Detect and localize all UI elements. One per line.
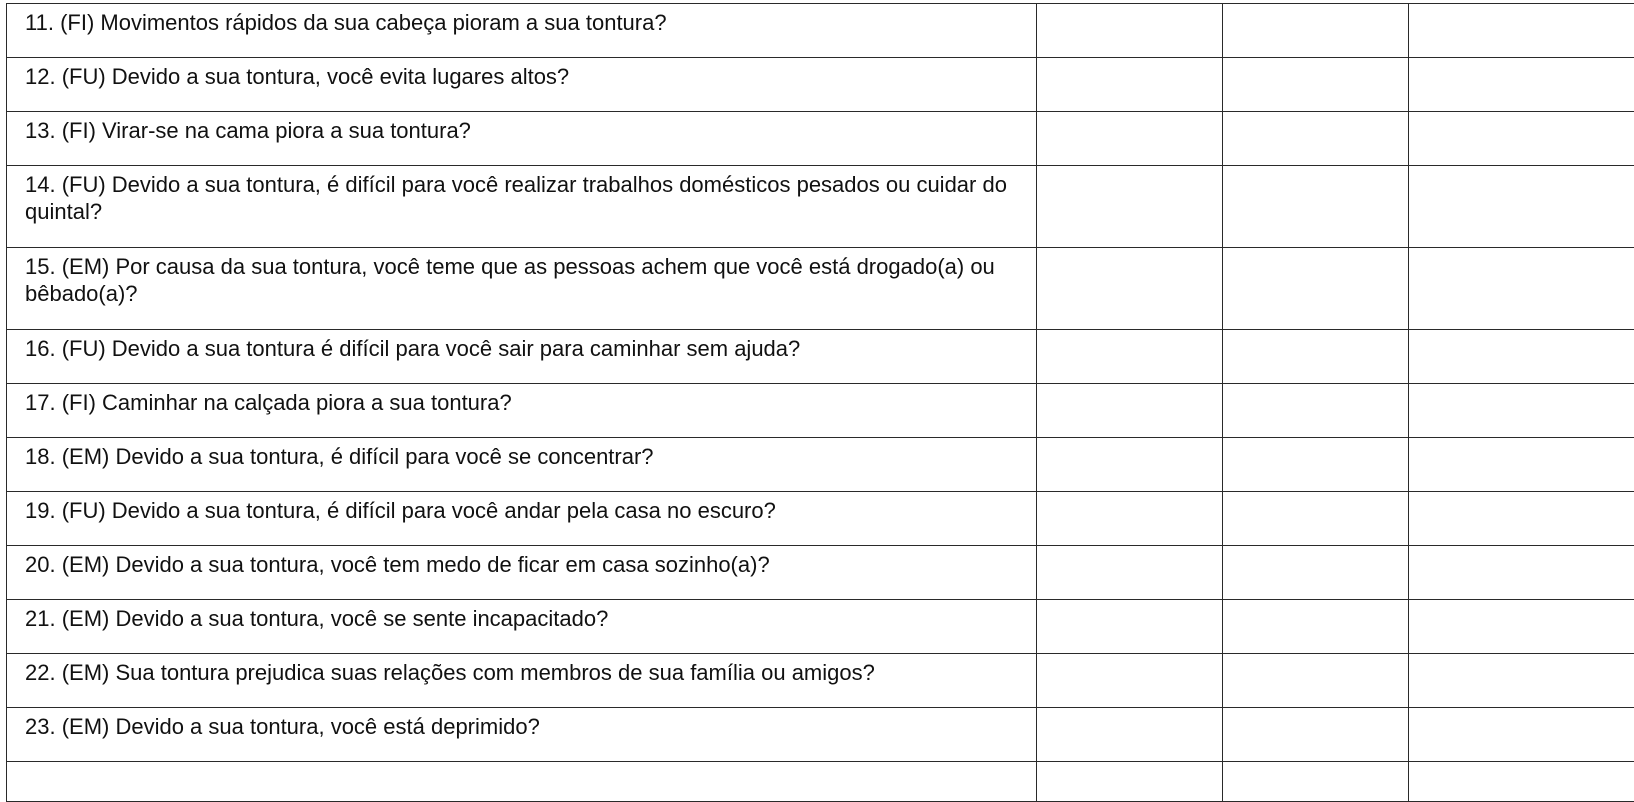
answer-cell-2[interactable]: [1223, 600, 1409, 654]
answer-cell-1[interactable]: [1037, 762, 1223, 802]
answer-cell-3[interactable]: [1409, 384, 1634, 438]
question-row-23: [7, 708, 1634, 762]
question-text: 17. (FI) Caminhar na calçada piora a sua tontura?: [7, 384, 1037, 438]
answer-cell-2[interactable]: [1223, 248, 1409, 330]
question-row-13: [7, 112, 1634, 166]
answer-cell-1[interactable]: [1037, 708, 1223, 762]
question-row-17: [7, 384, 1634, 438]
answer-cell-1[interactable]: [1037, 112, 1223, 166]
answer-cell-1[interactable]: [1037, 166, 1223, 248]
question-text: 22. (EM) Sua tontura prejudica suas relações com membros de sua família ou amigos?: [7, 654, 1037, 708]
answer-cell-3[interactable]: [1409, 600, 1634, 654]
questionnaire-table: [6, 3, 1634, 802]
answer-cell-2[interactable]: [1223, 546, 1409, 600]
answer-cell-3[interactable]: [1409, 708, 1634, 762]
answer-cell-2[interactable]: [1223, 58, 1409, 112]
answer-cell-3[interactable]: [1409, 654, 1634, 708]
answer-cell-2[interactable]: [1223, 654, 1409, 708]
question-row-19: [7, 492, 1634, 546]
answer-cell-1[interactable]: [1037, 546, 1223, 600]
answer-cell-2[interactable]: [1223, 166, 1409, 248]
answer-cell-1[interactable]: [1037, 4, 1223, 58]
question-text: 15. (EM) Por causa da sua tontura, você teme que as pessoas achem que você está drogado(a) ou bêbado(a)?: [7, 248, 1037, 330]
answer-cell-3[interactable]: [1409, 762, 1634, 802]
question-text: 14. (FU) Devido a sua tontura, é difícil para você realizar trabalhos domésticos pesados ou cuidar do quintal?: [7, 166, 1037, 248]
answer-cell-2[interactable]: [1223, 708, 1409, 762]
question-text: 23. (EM) Devido a sua tontura, você está deprimido?: [7, 708, 1037, 762]
question-row-18: [7, 438, 1634, 492]
answer-cell-3[interactable]: [1409, 4, 1634, 58]
answer-cell-1[interactable]: [1037, 654, 1223, 708]
answer-cell-2[interactable]: [1223, 438, 1409, 492]
answer-cell-1[interactable]: [1037, 438, 1223, 492]
questionnaire-sheet: [6, 3, 1634, 802]
question-row-15: [7, 248, 1634, 330]
answer-cell-2[interactable]: [1223, 384, 1409, 438]
answer-cell-3[interactable]: [1409, 492, 1634, 546]
answer-cell-3[interactable]: [1409, 330, 1634, 384]
answer-cell-1[interactable]: [1037, 58, 1223, 112]
question-row-16: [7, 330, 1634, 384]
answer-cell-2[interactable]: [1223, 762, 1409, 802]
answer-cell-1[interactable]: [1037, 248, 1223, 330]
question-text: 18. (EM) Devido a sua tontura, é difícil para você se concentrar?: [7, 438, 1037, 492]
question-text: 16. (FU) Devido a sua tontura é difícil para você sair para caminhar sem ajuda?: [7, 330, 1037, 384]
next-question-cell: [7, 762, 1037, 802]
answer-cell-3[interactable]: [1409, 166, 1634, 248]
question-text: 12. (FU) Devido a sua tontura, você evita lugares altos?: [7, 58, 1037, 112]
answer-cell-2[interactable]: [1223, 112, 1409, 166]
next-row-partial: [7, 762, 1634, 802]
answer-cell-3[interactable]: [1409, 112, 1634, 166]
question-text: 19. (FU) Devido a sua tontura, é difícil para você andar pela casa no escuro?: [7, 492, 1037, 546]
answer-cell-1[interactable]: [1037, 492, 1223, 546]
question-text: 13. (FI) Virar-se na cama piora a sua tontura?: [7, 112, 1037, 166]
question-text: 11. (FI) Movimentos rápidos da sua cabeça pioram a sua tontura?: [7, 4, 1037, 58]
question-text: 21. (EM) Devido a sua tontura, você se sente incapacitado?: [7, 600, 1037, 654]
answer-cell-3[interactable]: [1409, 58, 1634, 112]
answer-cell-3[interactable]: [1409, 248, 1634, 330]
answer-cell-2[interactable]: [1223, 492, 1409, 546]
question-row-11: [7, 4, 1634, 58]
answer-cell-1[interactable]: [1037, 384, 1223, 438]
answer-cell-3[interactable]: [1409, 546, 1634, 600]
question-row-14: [7, 166, 1634, 248]
answer-cell-3[interactable]: [1409, 438, 1634, 492]
answer-cell-2[interactable]: [1223, 4, 1409, 58]
question-row-21: [7, 600, 1634, 654]
question-text: 20. (EM) Devido a sua tontura, você tem medo de ficar em casa sozinho(a)?: [7, 546, 1037, 600]
answer-cell-1[interactable]: [1037, 330, 1223, 384]
question-row-12: [7, 58, 1634, 112]
answer-cell-2[interactable]: [1223, 330, 1409, 384]
question-row-22: [7, 654, 1634, 708]
answer-cell-1[interactable]: [1037, 600, 1223, 654]
question-row-20: [7, 546, 1634, 600]
